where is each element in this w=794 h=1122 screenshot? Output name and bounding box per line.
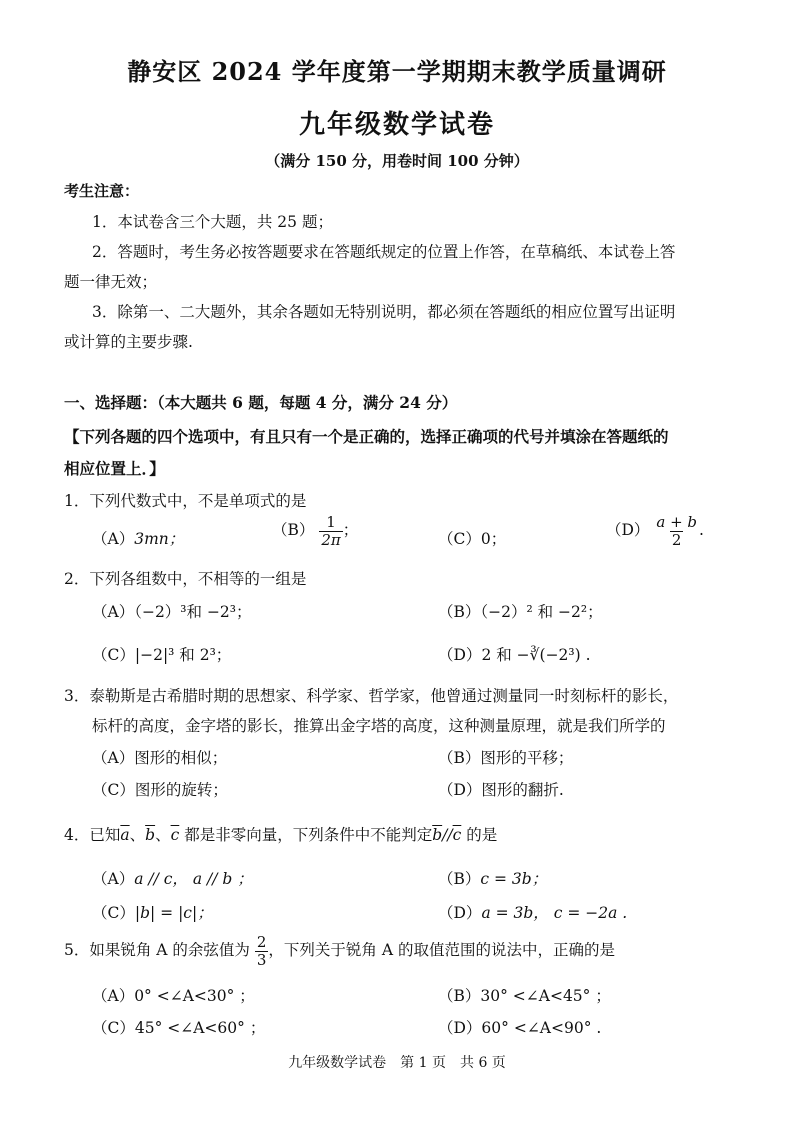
- q4-sep-2: 、: [155, 826, 171, 844]
- exam-subtitle: 九年级数学试卷: [298, 110, 495, 140]
- section-1-instruction-line-1: 【下列各题的四个选项中，有且只有一个是正确的，选择正确项的代号并填涂在答题纸的: [64, 427, 669, 446]
- section-1-heading: 一、选择题：（本大题共 6 题，每题 4 分，满分 24 分）: [64, 393, 458, 412]
- q2-option-d-label: （D）: [438, 646, 482, 664]
- q4-option-b-text: c = 3b；: [480, 870, 548, 888]
- section-1-instruction-line-2: 相应位置上．】: [64, 459, 165, 478]
- notice-item-1: 1．本试卷含三个大题，共 25 题；: [92, 213, 333, 231]
- q2-option-b-label: （B）: [438, 603, 481, 621]
- exam-info: （满分 150 分，用卷时间 100 分钟）: [265, 152, 529, 170]
- q4-vector-c-2: $\overline{c}$: [452, 826, 462, 844]
- q4-option-d: [438, 901, 627, 923]
- q5-option-b: （B）30° <∠A<45° ；: [438, 987, 611, 1005]
- q4-option-c-label: （C）: [92, 904, 135, 922]
- q1-option-c: [438, 527, 506, 549]
- q5-fraction: [255, 934, 269, 968]
- q4-option-a-text: a // c， a // b ；: [134, 870, 253, 888]
- q1-option-d-label: （D）: [606, 521, 650, 539]
- q4-option-b: [438, 867, 547, 889]
- notice-item-3-line-1: 3．除第一、二大题外，其余各题如无特别说明，都必须在答题纸的相应位置写出证明: [92, 303, 676, 321]
- q1-option-c-label: （C）: [438, 530, 481, 548]
- q1-option-a-text: 3mn；: [134, 530, 185, 548]
- q4-sep-1: 、: [129, 826, 146, 844]
- q5-stem-pre: 5．如果锐角 A 的余弦值为: [64, 941, 250, 959]
- q4-vector-b: $\overline{b}$: [145, 826, 156, 844]
- page-footer: 九年级数学试卷 第 1 页 共 6 页: [288, 1055, 506, 1071]
- q3-option-a: （A）图形的相似；: [92, 749, 228, 767]
- q5-numerator: 2: [256, 933, 267, 951]
- q2-option-b-text: （−2）² 和 −2²；: [480, 603, 603, 621]
- q4-option-d-label: （D）: [438, 904, 482, 922]
- q2-option-d: [438, 643, 591, 665]
- q3-stem-line-1: 3．泰勒斯是古希腊时期的思想家、科学家、哲学家，他曾通过测量同一时刻标杆的影长，: [64, 687, 679, 705]
- q4-option-b-label: （B）: [438, 870, 481, 888]
- q5-stem: [64, 934, 615, 968]
- q5-option-d: （D）60° <∠A<90° .: [438, 1019, 602, 1037]
- exam-title: 静安区 2024 学年度第一学期期末教学质量调研: [127, 57, 667, 86]
- q5-stem-post: ，下列关于锐角 A 的取值范围的说法中，正确的是: [268, 941, 615, 959]
- q2-option-c-text: |−2|³ 和 2³；: [134, 646, 232, 664]
- q1-option-d-numerator: a + b: [656, 513, 698, 531]
- q1-option-b-numerator: 1: [326, 513, 336, 531]
- notice-heading: 考生注意：: [64, 182, 140, 200]
- q1-option-d-tail: .: [699, 521, 704, 539]
- q4-stem-pre: 4．已知: [64, 826, 121, 844]
- q1-option-b-tail: ；: [342, 521, 359, 539]
- q4-vector-b-2: $\overline{b}$: [432, 826, 443, 844]
- q4-stem-end: 的是: [461, 826, 498, 844]
- q5-option-a: （A）0° <∠A<30° ；: [92, 987, 255, 1005]
- q2-option-a-label: （A）: [92, 603, 135, 621]
- q2-option-c-label: （C）: [92, 646, 135, 664]
- q4-option-c-text: |b| = |c|；: [134, 904, 213, 922]
- q1-option-b-fraction: [319, 514, 342, 548]
- q5-denominator: 3: [256, 950, 267, 969]
- q4-parallel: //: [442, 826, 453, 844]
- q1-option-d-denominator: 2: [671, 530, 682, 549]
- q2-stem: 2．下列各组数中，不相等的一组是: [64, 570, 307, 588]
- q4-stem-mid: 都是非零向量，下列条件中不能判定: [179, 826, 433, 844]
- q1-option-c-text: 0；: [480, 530, 507, 548]
- q2-option-c: [92, 643, 231, 665]
- q1-option-d: [606, 514, 704, 548]
- q2-option-b: [438, 600, 603, 622]
- q1-option-d-fraction: [654, 514, 699, 548]
- q3-option-d: （D）图形的翻折.: [438, 781, 564, 799]
- q4-vector-c: $\overline{c}$: [170, 826, 180, 844]
- q3-option-c: （C）图形的旋转；: [92, 781, 228, 799]
- notice-item-3-line-2: 或计算的主要步骤.: [64, 333, 193, 351]
- q4-stem: [64, 823, 497, 845]
- notice-item-2-line-1: 2．答题时，考生务必按答题要求在答题纸规定的位置上作答，在草稿纸、本试卷上答: [92, 243, 676, 261]
- q3-option-b: （B）图形的平移；: [438, 749, 574, 767]
- q4-vector-a: $\overline{a}$: [120, 826, 130, 844]
- q4-option-a: [92, 867, 253, 889]
- q2-option-d-text: 2 和 −∛(−2³) .: [481, 646, 591, 664]
- q2-option-a: [92, 600, 252, 622]
- q4-option-d-text: a = 3b， c = −2a .: [481, 904, 628, 922]
- q4-option-a-label: （A）: [92, 870, 135, 888]
- q1-option-b-label: （B）: [272, 521, 315, 539]
- q1-option-b: [272, 514, 358, 548]
- q1-stem: 1．下列代数式中，不是单项式的是: [64, 492, 307, 510]
- q2-option-a-text: （−2）³和 −2³；: [134, 603, 252, 621]
- q3-stem-line-2: 标杆的高度，金字塔的影长，推算出金字塔的高度，这种测量原理，就是我们所学的: [92, 717, 666, 735]
- notice-item-2-line-2: 题一律无效；: [64, 273, 158, 291]
- q1-option-b-denominator: 2π: [321, 530, 341, 549]
- q4-option-c: [92, 901, 213, 923]
- q5-option-c: （C）45° <∠A<60° ；: [92, 1019, 266, 1037]
- q1-option-a-label: （A）: [92, 530, 135, 548]
- q1-option-a: [92, 527, 184, 549]
